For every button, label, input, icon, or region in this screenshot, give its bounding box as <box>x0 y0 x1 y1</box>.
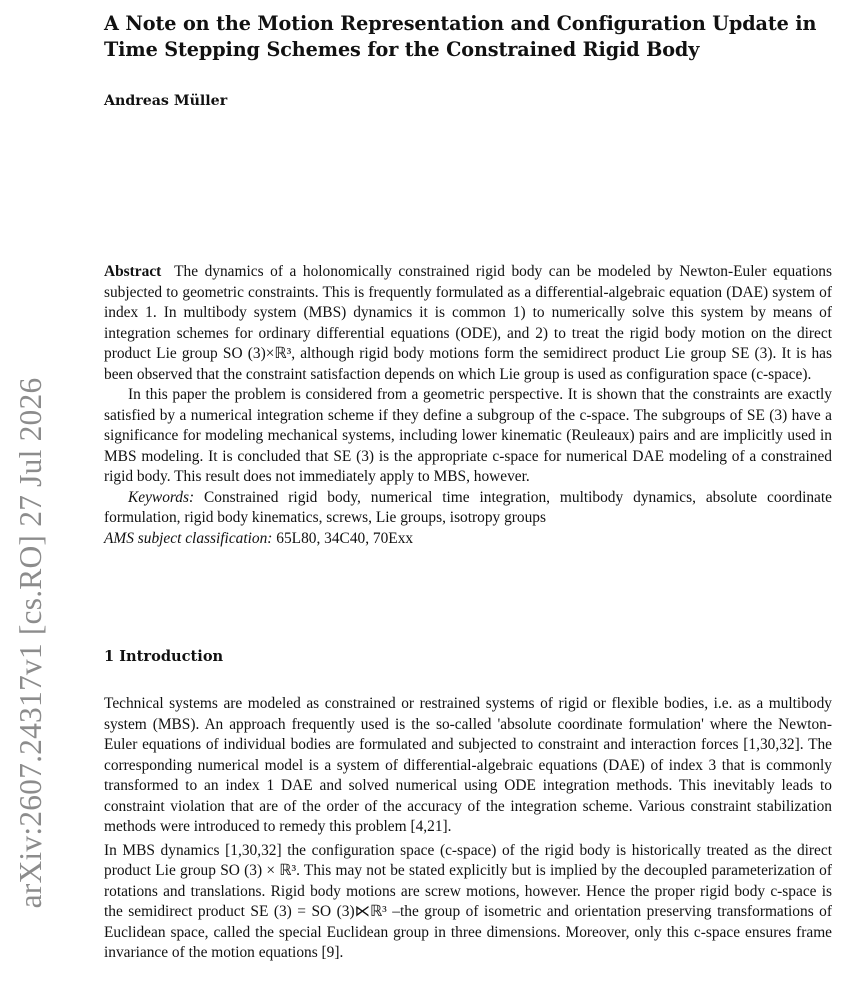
abstract-section <box>104 262 832 549</box>
ams-codes: 65L80, 34C40, 70Exx <box>276 529 414 547</box>
ams-line <box>104 529 832 550</box>
intro-paragraph-1: Technical systems are modeled as constrained or restrained systems of rigid or flexible bodies, i.e. as a multibody system (MBS). An approach frequently used is the so-called 'absolute coordinate formulation' where the Newton-Euler equations of individual bodies are formulated and subjected to constraint and interaction forces [1,30,32]. The corresponding numerical model is a system of differential-algebraic equations (DAE) of index 3 that is commonly transformed to an index 1 DAE and solved numerical using ODE integration methods. This inevitably leads to constraint violation that are of the order of the accuracy of the integration scheme. Various constraint stabilization methods were introduced to remedy this problem [4,21]. <box>104 695 832 835</box>
abstract-paragraph-2: In this paper the problem is considered from a geometric perspective. It is shown that the constraints are exactly satisfied by a numerical integration scheme if they define a subgroup of the c-space. The subgroups of SE (3) have a significance for modeling mechanical systems, including lower kinematic (Reuleaux) pairs and are implicitly used in MBS modeling. It is concluded that SE (3) is the appropriate c-space for numerical DAE modeling of a constrained rigid body. This result does not immediately apply to MBS, however. <box>104 386 832 485</box>
ams-label: AMS subject classification: <box>104 529 273 547</box>
paper-title: A Note on the Motion Representation and Configuration Update in Time Stepping Schemes for the Constrained Rigid Body <box>104 12 817 61</box>
keywords-label: Keywords: <box>128 488 195 506</box>
arxiv-identifier: arXiv:2607.24317v1 [cs.RO] 27 Jul 2026 <box>13 377 48 909</box>
introduction-body <box>104 694 832 964</box>
keywords-text: Constrained rigid body, numerical time integration, multibody dynamics, absolute coordinate formulation, rigid body kinematics, screws, Lie groups, isotropy groups <box>104 488 832 526</box>
intro-paragraph-2: In MBS dynamics [1,30,32] the configuration space (c-space) of the rigid body is historically treated as the direct product Lie group SO (3) × ℝ³. This may not be stated explicitly but is implied by the decoupled parameterization of rotations and translations. Rigid body motions are screw motions, however. Hence the proper rigid body c-space is the semidirect product SE (3) = SO (3)⋉ℝ³ –the group of isometric and orientation preserving transformations of Euclidean space, called the special Euclidean group in three dimensions. Moreover, only this c-space ensures frame invariance of the motion equations [9]. <box>104 841 832 961</box>
abstract-label: Abstract <box>104 263 162 280</box>
arxiv-stamp <box>0 0 60 1000</box>
paper-author: Andreas Müller <box>104 93 228 109</box>
abstract-text-1: The dynamics of a holonomically constrained rigid body can be modeled by Newton-Euler equations subjected to geometric constraints. This is frequently formulated as a differential-algebraic equation (DAE) system of index 1. In multibody system (MBS) dynamics it is common 1) to numerically solve this system by means of integration schemes for ordinary differential equations (ODE), and 2) to treat the rigid body motion on the direct product Lie group SO (3)×ℝ³, although rigid body motions form the semidirect product Lie group SE (3). It is has been observed that the constraint satisfaction depends on which Lie group is used as configuration space (c-space). <box>104 263 832 383</box>
keywords-line <box>104 488 832 529</box>
section-heading-introduction: 1 Introduction <box>104 648 224 665</box>
abstract-paragraph-1 <box>104 262 832 385</box>
